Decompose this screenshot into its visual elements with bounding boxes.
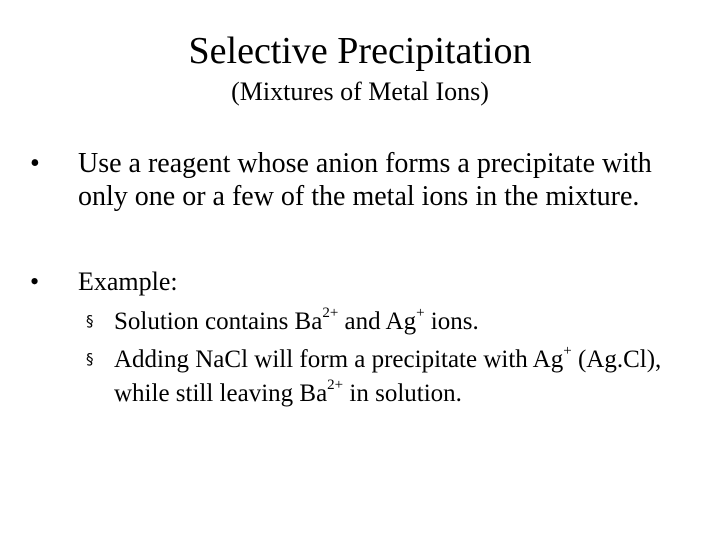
text-run: and Ag [338,308,417,335]
bullet-marker: • [30,267,40,296]
subpoint-text [114,343,704,411]
subpoint-marker: § [86,312,94,330]
charge-superscript: + [563,342,572,359]
text-run: (Ag.Cl), while still leaving Ba [114,346,662,407]
text-run: in solution. [343,380,462,407]
text-run: Adding NaCl will form a precipitate with Ag [114,346,564,373]
text-run: Solution contains Ba [114,308,323,335]
charge-superscript: 2+ [327,376,344,393]
charge-superscript: + [416,304,425,321]
bullet-marker: • [30,148,40,179]
charge-superscript: 2+ [322,304,339,321]
text-run: ions. [424,308,479,335]
slide-subtitle: (Mixtures of Metal Ions) [231,77,489,106]
slide-title: Selective Precipitation [188,30,532,72]
bullet-text: Example: [78,267,178,296]
subpoint-marker: § [86,350,94,368]
bullet-text: Use a reagent whose anion forms a precipitate with only one or a few of the metal ions in the mixture. [78,148,652,212]
subpoint-text [114,305,704,339]
